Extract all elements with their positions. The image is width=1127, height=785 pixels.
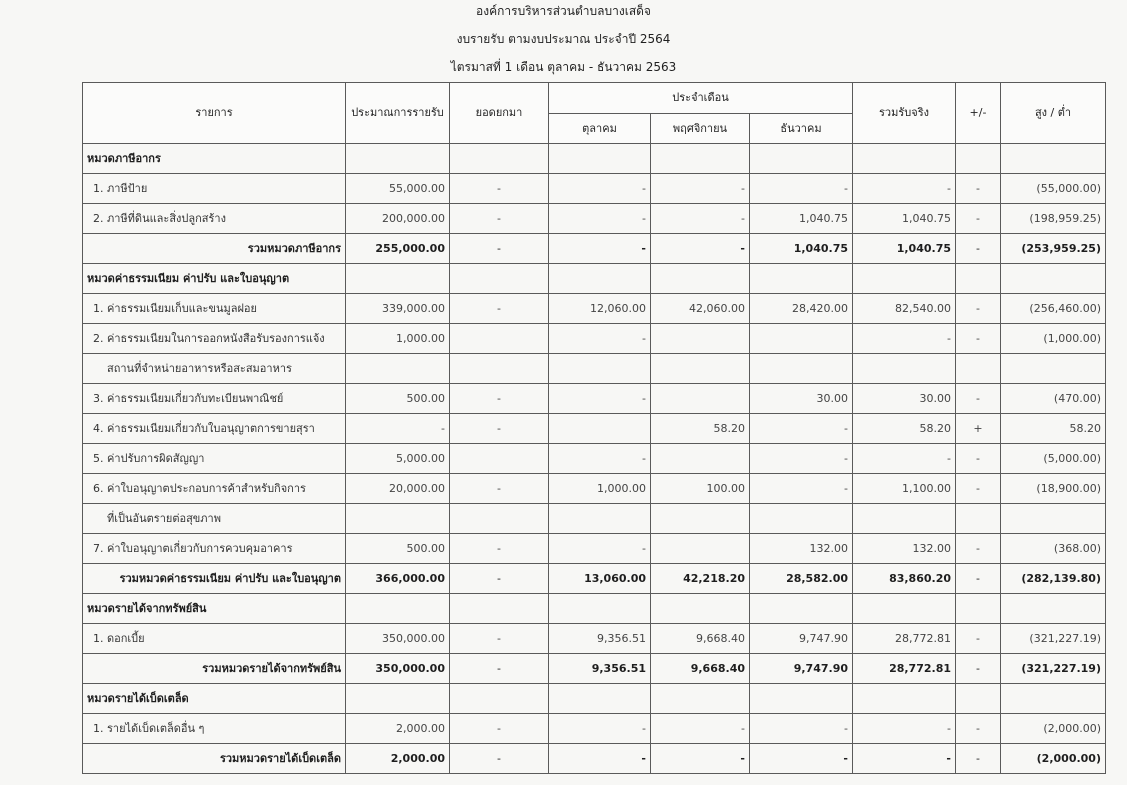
cell-actual (853, 684, 956, 714)
total-row (83, 234, 1106, 264)
cell-actual: - (853, 714, 956, 744)
cell-sign: - (956, 444, 1001, 474)
cell-sign (956, 594, 1001, 624)
total-row (83, 564, 1106, 594)
org-name: องค์การบริหารส่วนตำบลบางเสด็จ (476, 4, 651, 18)
cell-item: 1. รายได้เบ็ดเตล็ดอื่น ๆ (83, 714, 346, 744)
category-row (83, 594, 1106, 624)
table-row (83, 174, 1106, 204)
cell-nov: - (651, 234, 750, 264)
total-row (83, 654, 1106, 684)
cell-item: 5. ค่าปรับการผิดสัญญา (83, 444, 346, 474)
col-header-carry: ยอดยกมา (450, 83, 549, 144)
col-header-dec: ธันวาคม (750, 114, 853, 144)
cell-sign: - (956, 624, 1001, 654)
cell-carry: - (450, 384, 549, 414)
cell-dec (750, 504, 853, 534)
table-row (83, 534, 1106, 564)
cell-diff: (2,000.00) (1001, 714, 1106, 744)
col-header-sign: +/- (956, 83, 1001, 144)
cell-carry (450, 264, 549, 294)
cell-dec: 28,582.00 (750, 564, 853, 594)
cell-diff: (321,227.19) (1001, 624, 1106, 654)
cell-diff (1001, 144, 1106, 174)
cell-budget: - (346, 414, 450, 444)
cell-oct: - (549, 444, 651, 474)
cell-oct: - (549, 744, 651, 774)
col-header-oct: ตุลาคม (549, 114, 651, 144)
cell-actual: 1,040.75 (853, 204, 956, 234)
cell-actual (853, 144, 956, 174)
cell-diff: (198,959.25) (1001, 204, 1106, 234)
cell-item: 7. ค่าใบอนุญาตเกี่ยวกับการควบคุมอาคาร (83, 534, 346, 564)
cell-actual: - (853, 744, 956, 774)
cell-sign: - (956, 324, 1001, 354)
cell-dec (750, 324, 853, 354)
cell-nov (651, 354, 750, 384)
cell-sign: - (956, 234, 1001, 264)
cell-nov (651, 534, 750, 564)
cell-carry: - (450, 624, 549, 654)
cell-diff: (321,227.19) (1001, 654, 1106, 684)
cell-nov: - (651, 204, 750, 234)
cell-budget: 500.00 (346, 384, 450, 414)
cell-dec: 30.00 (750, 384, 853, 414)
cell-item: 1. ดอกเบี้ย (83, 624, 346, 654)
cell-budget: 350,000.00 (346, 654, 450, 684)
table-body (83, 144, 1106, 774)
cell-sign: - (956, 204, 1001, 234)
report-title: งบรายรับ ตามงบประมาณ ประจำปี 2564 (456, 32, 671, 46)
col-header-diff: สูง / ต่ำ (1001, 83, 1106, 144)
cell-nov (651, 324, 750, 354)
cell-nov (651, 144, 750, 174)
cell-budget: 1,000.00 (346, 324, 450, 354)
cell-dec: 132.00 (750, 534, 853, 564)
cell-actual: 28,772.81 (853, 624, 956, 654)
cell-nov: 9,668.40 (651, 654, 750, 684)
cell-sign (956, 264, 1001, 294)
cell-dec (750, 594, 853, 624)
cell-item: 4. ค่าธรรมเนียมเกี่ยวกับใบอนุญาตการขายสุรา (83, 414, 346, 444)
cell-sign (956, 504, 1001, 534)
cell-oct: - (549, 714, 651, 744)
cell-dec: - (750, 474, 853, 504)
cell-carry: - (450, 294, 549, 324)
cell-budget: 2,000.00 (346, 714, 450, 744)
cell-diff: (368.00) (1001, 534, 1106, 564)
cell-dec (750, 354, 853, 384)
cell-carry (450, 354, 549, 384)
cell-sign: - (956, 654, 1001, 684)
cell-dec: 9,747.90 (750, 624, 853, 654)
cell-nov (651, 384, 750, 414)
cell-dec: 9,747.90 (750, 654, 853, 684)
cell-diff: (1,000.00) (1001, 324, 1106, 354)
cell-actual: 58.20 (853, 414, 956, 444)
cell-sign: - (956, 474, 1001, 504)
cell-sign: - (956, 744, 1001, 774)
cell-oct: 9,356.51 (549, 654, 651, 684)
cell-budget: 200,000.00 (346, 204, 450, 234)
cell-nov: - (651, 744, 750, 774)
table-row (83, 294, 1106, 324)
cell-dec: 1,040.75 (750, 234, 853, 264)
cell-diff: (18,900.00) (1001, 474, 1106, 504)
cell-diff: (256,460.00) (1001, 294, 1106, 324)
cell-actual: - (853, 444, 956, 474)
cell-sign: - (956, 714, 1001, 744)
cell-oct: - (549, 534, 651, 564)
cell-nov (651, 594, 750, 624)
cell-carry: - (450, 414, 549, 444)
cell-diff (1001, 354, 1106, 384)
cell-budget: 350,000.00 (346, 624, 450, 654)
cell-item: หมวดรายได้เบ็ดเตล็ด (83, 684, 346, 714)
cell-item: รวมหมวดรายได้เบ็ดเตล็ด (83, 744, 346, 774)
cell-item: 2. ค่าธรรมเนียมในการออกหนังสือรับรองการแจ้ง (83, 324, 346, 354)
cell-actual: 1,100.00 (853, 474, 956, 504)
cell-oct: 9,356.51 (549, 624, 651, 654)
cell-sign: - (956, 564, 1001, 594)
cell-oct (549, 504, 651, 534)
cell-budget: 55,000.00 (346, 174, 450, 204)
cell-carry: - (450, 534, 549, 564)
cell-dec: - (750, 444, 853, 474)
cell-dec (750, 684, 853, 714)
cell-budget (346, 144, 450, 174)
cell-sign: - (956, 534, 1001, 564)
cell-diff (1001, 594, 1106, 624)
cell-carry: - (450, 654, 549, 684)
cell-carry: - (450, 744, 549, 774)
cell-budget: 500.00 (346, 534, 450, 564)
cell-budget (346, 594, 450, 624)
cell-budget: 255,000.00 (346, 234, 450, 264)
cell-item: 1. ภาษีป้าย (83, 174, 346, 204)
cell-item: สถานที่จำหน่ายอาหารหรือสะสมอาหาร (83, 354, 346, 384)
cell-sign: - (956, 174, 1001, 204)
cell-oct: 1,000.00 (549, 474, 651, 504)
cell-actual (853, 354, 956, 384)
cell-nov (651, 444, 750, 474)
cell-carry (450, 504, 549, 534)
cell-actual: - (853, 174, 956, 204)
cell-nov: 42,060.00 (651, 294, 750, 324)
cell-dec (750, 264, 853, 294)
table-row (83, 474, 1106, 504)
cell-item: ที่เป็นอันตรายต่อสุขภาพ (83, 504, 346, 534)
table-row (83, 324, 1106, 354)
cell-nov: 58.20 (651, 414, 750, 444)
cell-dec: - (750, 174, 853, 204)
cell-oct: - (549, 174, 651, 204)
cell-dec: 28,420.00 (750, 294, 853, 324)
category-row (83, 264, 1106, 294)
cell-nov: - (651, 174, 750, 204)
cell-carry: - (450, 714, 549, 744)
col-header-monthly: ประจำเดือน (549, 83, 853, 114)
cell-budget (346, 264, 450, 294)
cell-nov: 9,668.40 (651, 624, 750, 654)
cell-carry (450, 324, 549, 354)
cell-sign: + (956, 414, 1001, 444)
cell-oct: - (549, 384, 651, 414)
cell-oct (549, 264, 651, 294)
col-header-actual: รวมรับจริง (853, 83, 956, 144)
cell-carry: - (450, 204, 549, 234)
cell-carry: - (450, 474, 549, 504)
cell-carry (450, 444, 549, 474)
cell-diff: (5,000.00) (1001, 444, 1106, 474)
cell-budget (346, 504, 450, 534)
cell-sign: - (956, 384, 1001, 414)
cell-nov: - (651, 714, 750, 744)
cell-actual: - (853, 324, 956, 354)
col-header-budget: ประมาณการรายรับ (346, 83, 450, 144)
cell-budget: 2,000.00 (346, 744, 450, 774)
cell-diff (1001, 264, 1106, 294)
cell-item: 1. ค่าธรรมเนียมเก็บและขนมูลฝอย (83, 294, 346, 324)
cell-dec: - (750, 414, 853, 444)
cell-oct: - (549, 324, 651, 354)
cell-diff: 58.20 (1001, 414, 1106, 444)
cell-oct (549, 684, 651, 714)
cell-item: รวมหมวดรายได้จากทรัพย์สิน (83, 654, 346, 684)
cell-oct: - (549, 204, 651, 234)
table-row (83, 504, 1106, 534)
total-row (83, 744, 1106, 774)
cell-item: หมวดรายได้จากทรัพย์สิน (83, 594, 346, 624)
cell-actual: 83,860.20 (853, 564, 956, 594)
cell-carry: - (450, 564, 549, 594)
cell-diff: (282,139.80) (1001, 564, 1106, 594)
cell-oct (549, 414, 651, 444)
cell-dec (750, 144, 853, 174)
cell-diff: (55,000.00) (1001, 174, 1106, 204)
cell-budget: 366,000.00 (346, 564, 450, 594)
cell-oct (549, 354, 651, 384)
cell-sign (956, 144, 1001, 174)
cell-nov: 42,218.20 (651, 564, 750, 594)
cell-carry (450, 594, 549, 624)
col-header-item: รายการ (83, 83, 346, 144)
table-row (83, 384, 1106, 414)
cell-dec: - (750, 714, 853, 744)
category-row (83, 684, 1106, 714)
cell-oct: 12,060.00 (549, 294, 651, 324)
table-row (83, 204, 1106, 234)
cell-item: 2. ภาษีที่ดินและสิ่งปลูกสร้าง (83, 204, 346, 234)
cell-actual (853, 264, 956, 294)
cell-budget: 20,000.00 (346, 474, 450, 504)
cell-actual: 132.00 (853, 534, 956, 564)
cell-budget: 5,000.00 (346, 444, 450, 474)
cell-oct: - (549, 234, 651, 264)
col-header-nov: พฤศจิกายน (651, 114, 750, 144)
cell-budget (346, 354, 450, 384)
category-row (83, 144, 1106, 174)
cell-carry (450, 684, 549, 714)
cell-budget (346, 684, 450, 714)
cell-item: รวมหมวดภาษีอากร (83, 234, 346, 264)
cell-sign (956, 354, 1001, 384)
report-period: ไตรมาสที่ 1 เดือน ตุลาคม - ธันวาคม 2563 (450, 60, 677, 74)
cell-sign (956, 684, 1001, 714)
cell-item: 6. ค่าใบอนุญาตประกอบการค้าสำหรับกิจการ (83, 474, 346, 504)
table-row (83, 624, 1106, 654)
cell-nov (651, 264, 750, 294)
table-row (83, 714, 1106, 744)
cell-budget: 339,000.00 (346, 294, 450, 324)
cell-carry (450, 144, 549, 174)
cell-diff: (253,959.25) (1001, 234, 1106, 264)
cell-actual (853, 594, 956, 624)
cell-actual (853, 504, 956, 534)
cell-diff (1001, 504, 1106, 534)
cell-actual: 30.00 (853, 384, 956, 414)
cell-sign: - (956, 294, 1001, 324)
cell-nov: 100.00 (651, 474, 750, 504)
cell-carry: - (450, 234, 549, 264)
cell-nov (651, 504, 750, 534)
cell-diff (1001, 684, 1106, 714)
cell-actual: 28,772.81 (853, 654, 956, 684)
cell-actual: 1,040.75 (853, 234, 956, 264)
cell-item: หมวดค่าธรรมเนียม ค่าปรับ และใบอนุญาต (83, 264, 346, 294)
cell-item: รวมหมวดค่าธรรมเนียม ค่าปรับ และใบอนุญาต (83, 564, 346, 594)
cell-dec: - (750, 744, 853, 774)
revenue-table (82, 82, 1106, 774)
cell-dec: 1,040.75 (750, 204, 853, 234)
cell-oct (549, 594, 651, 624)
table-row (83, 444, 1106, 474)
cell-oct (549, 144, 651, 174)
cell-diff: (2,000.00) (1001, 744, 1106, 774)
cell-oct: 13,060.00 (549, 564, 651, 594)
cell-item: หมวดภาษีอากร (83, 144, 346, 174)
table-row (83, 354, 1106, 384)
cell-actual: 82,540.00 (853, 294, 956, 324)
table-row (83, 414, 1106, 444)
cell-diff: (470.00) (1001, 384, 1106, 414)
cell-item: 3. ค่าธรรมเนียมเกี่ยวกับทะเบียนพาณิชย์ (83, 384, 346, 414)
cell-carry: - (450, 174, 549, 204)
cell-nov (651, 684, 750, 714)
